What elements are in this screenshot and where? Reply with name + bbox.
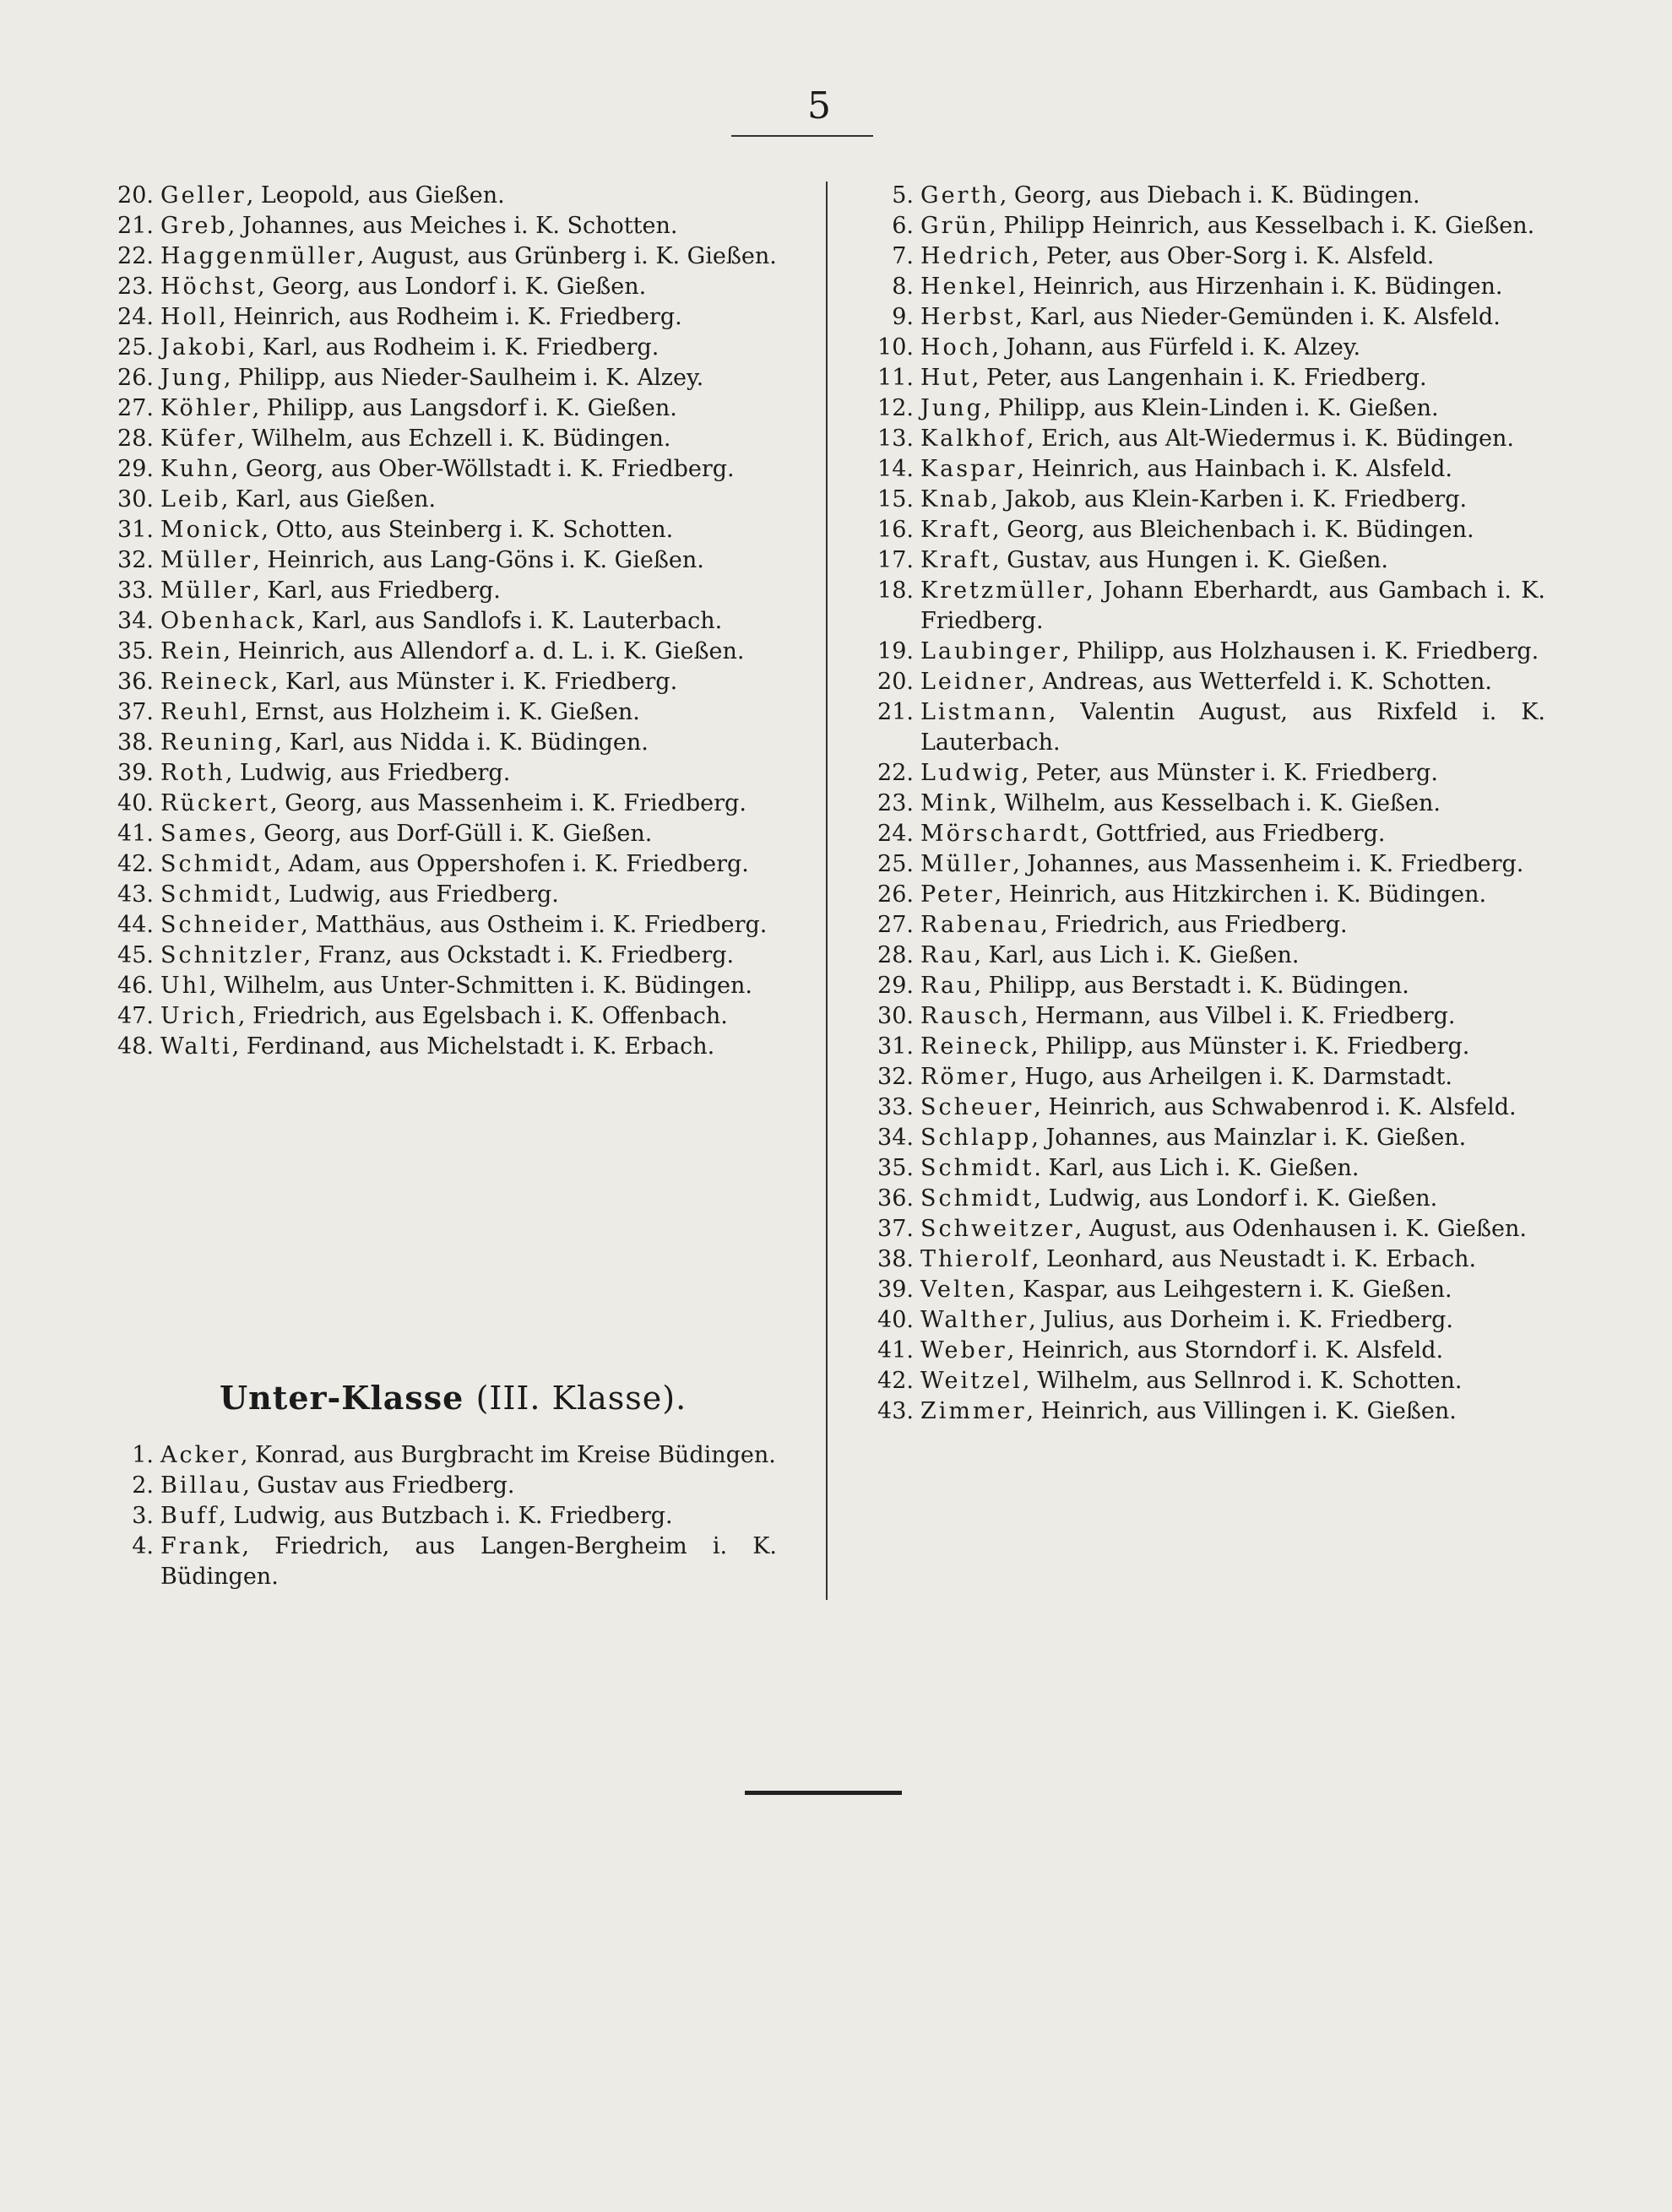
list-entry <box>870 971 1545 1001</box>
entry-number: 36. <box>117 669 154 695</box>
entry-number: 12. <box>877 395 914 421</box>
entry-details: , Karl, aus Nieder-Gemünden i. K. Alsfeld. <box>1015 304 1501 330</box>
entry-surname: Holl <box>160 304 220 330</box>
entry-surname: Monick <box>160 517 262 543</box>
entry-number: 22. <box>877 760 914 786</box>
list-entry <box>110 424 777 454</box>
entry-number: 41. <box>117 821 154 847</box>
entry-number: 44. <box>117 912 154 938</box>
entry-details: , Philipp Heinrich, aus Kesselbach i. K. Gießen. <box>989 213 1535 239</box>
list-entry <box>110 302 777 333</box>
entry-surname: Kuhn <box>160 456 231 482</box>
entry-number: 20. <box>117 182 154 209</box>
list-entry <box>110 241 777 272</box>
entry-details: , Peter, aus Langenhain i. K. Friedberg. <box>971 365 1427 391</box>
list-entry <box>110 515 777 545</box>
list-entry <box>870 181 1545 211</box>
list-entry <box>110 910 777 941</box>
entry-number: 13. <box>877 426 914 452</box>
entry-number: 19. <box>877 638 914 664</box>
entry-details: , Wilhelm, aus Kesselbach i. K. Gießen. <box>990 790 1441 816</box>
list-entry <box>870 910 1545 941</box>
list-entry <box>870 849 1545 880</box>
entry-surname: Kraft <box>920 547 993 573</box>
entry-details: , Ludwig, aus Friedberg. <box>274 881 559 908</box>
entry-number: 1. <box>132 1442 154 1468</box>
list-entry <box>870 1062 1545 1092</box>
entry-surname: Kaspar <box>920 456 1018 482</box>
list-entry <box>110 485 777 515</box>
entry-details: , August, aus Grünberg i. K. Gießen. <box>356 243 777 269</box>
entry-details: , Friedrich, aus Langen-Bergheim i. K. Büdingen. <box>160 1533 777 1590</box>
entry-surname: Obenhack <box>160 608 297 634</box>
entry-details: , Valentin August, aus Rixfeld i. K. Lauterbach. <box>920 699 1545 756</box>
list-entry <box>110 272 777 302</box>
entry-number: 15. <box>877 486 914 512</box>
entry-details: , Johannes, aus Massenheim i. K. Friedberg. <box>1012 851 1524 877</box>
entry-surname: Rabenau <box>920 912 1041 938</box>
entry-details: , Heinrich, aus Hirzenhain i. K. Büdingen. <box>1018 274 1503 300</box>
list-entry <box>870 1123 1545 1153</box>
entry-number: 40. <box>877 1307 914 1333</box>
entry-number: 27. <box>877 912 914 938</box>
entry-details: , Ludwig, aus Londorf i. K. Gießen. <box>1034 1185 1438 1212</box>
list-entry <box>110 545 777 576</box>
entry-number: 39. <box>877 1277 914 1303</box>
page-number-rule <box>731 135 873 137</box>
entry-details: , Heinrich, aus Schwabenrod i. K. Alsfeld. <box>1034 1094 1517 1120</box>
entry-surname: Jung <box>920 395 984 421</box>
entry-details: , Georg, aus Diebach i. K. Büdingen. <box>999 182 1420 209</box>
list-entry <box>870 1275 1545 1305</box>
entry-details: , Heinrich, aus Hainbach i. K. Alsfeld. <box>1017 456 1453 482</box>
list-entry <box>870 1244 1545 1275</box>
entry-details: , Johann Eberhardt, aus Gambach i. K. Friedberg. <box>920 577 1545 634</box>
entry-surname: Kalkhof <box>920 426 1027 452</box>
entry-surname: Hoch <box>920 334 992 361</box>
entry-number: 9. <box>892 304 914 330</box>
entry-surname: Scheuer <box>920 1094 1034 1120</box>
entry-surname: Knab <box>920 486 991 512</box>
entry-number: 31. <box>117 517 154 543</box>
entry-details: , Ludwig, aus Butzbach i. K. Friedberg. <box>219 1503 673 1529</box>
entry-details: , Otto, aus Steinberg i. K. Schotten. <box>261 517 674 543</box>
entry-details: , Georg, aus Londorf i. K. Gießen. <box>258 274 647 300</box>
entry-surname: Ludwig <box>920 760 1022 786</box>
entry-surname: Greb <box>160 213 228 239</box>
entry-number: 31. <box>877 1033 914 1060</box>
list-entry <box>870 1032 1545 1062</box>
list-entry <box>110 454 777 485</box>
list-entry <box>110 849 777 880</box>
entry-surname: Schmidt <box>920 1185 1034 1212</box>
list-entry <box>110 333 777 363</box>
entry-number: 8. <box>892 274 914 300</box>
entry-surname: Urich <box>160 1003 238 1029</box>
list-entry <box>110 1001 777 1032</box>
entry-surname: Müller <box>920 851 1013 877</box>
entry-surname: Peter <box>920 881 995 908</box>
entry-surname: Müller <box>160 577 253 604</box>
entry-details: , Georg, aus Ober-Wöllstadt i. K. Friedberg. <box>231 456 735 482</box>
entry-surname: Frank <box>160 1533 242 1559</box>
entry-details: , Heinrich, aus Hitzkirchen i. K. Büdingen. <box>994 881 1487 908</box>
entry-number: 5. <box>892 182 914 209</box>
entry-details: , Erich, aus Alt-Wiedermus i. K. Büdingen. <box>1026 426 1514 452</box>
entry-number: 46. <box>117 973 154 999</box>
list-entry <box>110 211 777 241</box>
entry-surname: Reuning <box>160 729 275 756</box>
entry-details: , Gustav, aus Hungen i. K. Gießen. <box>992 547 1388 573</box>
list-entry <box>110 1440 777 1471</box>
entry-number: 41. <box>877 1337 914 1364</box>
page-number: 5 <box>807 84 831 127</box>
list-entry <box>870 1336 1545 1366</box>
entry-number: 28. <box>117 426 154 452</box>
list-entry <box>110 728 777 758</box>
entry-surname: Laubinger <box>920 638 1062 664</box>
entry-surname: Velten <box>920 1277 1008 1303</box>
entry-details: , Gottfried, aus Friedberg. <box>1081 821 1386 847</box>
entry-number: 22. <box>117 243 154 269</box>
entry-surname: Schmidt <box>160 851 274 877</box>
entry-details: . Karl, aus Lich i. K. Gießen. <box>1034 1155 1360 1181</box>
list-entry <box>110 1471 777 1501</box>
entry-number: 37. <box>877 1216 914 1242</box>
entry-number: 7. <box>892 243 914 269</box>
list-entry <box>110 393 777 424</box>
list-entry <box>110 1532 777 1592</box>
entry-details: , August, aus Odenhausen i. K. Gießen. <box>1074 1216 1527 1242</box>
entry-details: , Karl, aus Nidda i. K. Büdingen. <box>274 729 649 756</box>
list-entry <box>110 363 777 393</box>
entry-details: , Ernst, aus Holzheim i. K. Gießen. <box>240 699 640 725</box>
list-entry <box>870 1092 1545 1123</box>
entry-surname: Sames <box>160 821 250 847</box>
entry-number: 42. <box>117 851 154 877</box>
entry-details: , Karl, aus Friedberg. <box>252 577 501 604</box>
entry-surname: Rausch <box>920 1003 1021 1029</box>
entry-number: 26. <box>117 365 154 391</box>
list-entry <box>870 211 1545 241</box>
entry-details: , Franz, aus Ockstadt i. K. Friedberg. <box>303 942 735 968</box>
entry-number: 25. <box>117 334 154 361</box>
entry-number: 6. <box>892 213 914 239</box>
entry-surname: Walti <box>160 1033 232 1060</box>
section-subtitle: (III. Klasse). <box>475 1380 687 1417</box>
list-entry <box>870 1305 1545 1336</box>
list-entry <box>870 697 1545 758</box>
entry-surname: Schmidt <box>160 881 274 908</box>
entry-details: , Friedrich, aus Egelsbach i. K. Offenbach. <box>237 1003 728 1029</box>
list-entry <box>870 272 1545 302</box>
entry-number: 35. <box>117 638 154 664</box>
entry-details: , Andreas, aus Wetterfeld i. K. Schotten. <box>1028 669 1493 695</box>
entry-surname: Hedrich <box>920 243 1032 269</box>
entry-number: 32. <box>877 1064 914 1090</box>
entry-number: 47. <box>117 1003 154 1029</box>
entry-surname: Schmidt <box>920 1155 1034 1181</box>
entry-surname: Leib <box>160 486 221 512</box>
list-entry <box>870 424 1545 454</box>
entry-surname: Rein <box>160 638 224 664</box>
list-entry <box>110 1032 777 1062</box>
entry-details: , Johannes, aus Mainzlar i. K. Gießen. <box>1031 1125 1467 1151</box>
list-entry <box>110 181 777 211</box>
entry-details: , Karl, aus Sandlofs i. K. Lauterbach. <box>296 608 723 634</box>
entry-number: 20. <box>877 669 914 695</box>
section-title: Unter-Klasse <box>220 1379 464 1417</box>
entry-number: 35. <box>877 1155 914 1181</box>
entry-details: , Karl, aus Rodheim i. K. Friedberg. <box>247 334 660 361</box>
entry-number: 38. <box>117 729 154 756</box>
list-entry <box>110 606 777 637</box>
entry-details: , Friedrich, aus Friedberg. <box>1040 912 1348 938</box>
entry-number: 33. <box>877 1094 914 1120</box>
entry-details: , Ludwig, aus Friedberg. <box>225 760 511 786</box>
list-entry <box>110 576 777 606</box>
entry-number: 29. <box>117 456 154 482</box>
list-entry <box>870 241 1545 272</box>
left-column-list <box>110 181 777 1062</box>
entry-details: , Philipp, aus Berstadt i. K. Büdingen. <box>974 973 1409 999</box>
entry-details: , Kaspar, aus Leihgestern i. K. Gießen. <box>1007 1277 1452 1303</box>
entry-number: 2. <box>132 1472 154 1499</box>
entry-number: 23. <box>877 790 914 816</box>
list-entry <box>110 971 777 1001</box>
entry-details: , Heinrich, aus Lang-Göns i. K. Gießen. <box>252 547 704 573</box>
entry-surname: Rückert <box>160 790 270 816</box>
list-entry <box>110 819 777 849</box>
entry-number: 38. <box>877 1246 914 1272</box>
entry-number: 24. <box>877 821 914 847</box>
entry-number: 30. <box>117 486 154 512</box>
entry-details: , Heinrich, aus Rodheim i. K. Friedberg. <box>219 304 682 330</box>
list-entry <box>870 667 1545 697</box>
entry-number: 40. <box>117 790 154 816</box>
entry-number: 18. <box>877 577 914 604</box>
entry-details: , Karl, aus Lich i. K. Gießen. <box>974 942 1300 968</box>
entry-surname: Uhl <box>160 973 209 999</box>
entry-number: 16. <box>877 517 914 543</box>
list-entry <box>870 545 1545 576</box>
entry-number: 39. <box>117 760 154 786</box>
entry-number: 34. <box>117 608 154 634</box>
entry-number: 21. <box>877 699 914 725</box>
entry-details: , Hermann, aus Vilbel i. K. Friedberg. <box>1020 1003 1456 1029</box>
list-entry <box>870 1214 1545 1244</box>
entry-surname: Mörschardt <box>920 821 1082 847</box>
entry-details: , Heinrich, aus Allendorf a. d. L. i. K. Gießen. <box>223 638 745 664</box>
entry-number: 32. <box>117 547 154 573</box>
entry-number: 33. <box>117 577 154 604</box>
list-entry <box>870 363 1545 393</box>
entry-details: , Gustav aus Friedberg. <box>242 1472 515 1499</box>
entry-number: 3. <box>132 1503 154 1529</box>
list-entry <box>110 880 777 910</box>
list-entry <box>870 1396 1545 1427</box>
entry-surname: Reineck <box>160 669 271 695</box>
entry-number: 43. <box>877 1398 914 1424</box>
entry-surname: Römer <box>920 1064 1011 1090</box>
list-entry <box>110 667 777 697</box>
entry-surname: Rau <box>920 942 974 968</box>
entry-details: , Jakob, aus Klein-Karben i. K. Friedberg. <box>990 486 1468 512</box>
entry-number: 36. <box>877 1185 914 1212</box>
entry-surname: Schnitzler <box>160 942 304 968</box>
entry-number: 28. <box>877 942 914 968</box>
entry-surname: Küfer <box>160 426 237 452</box>
entry-details: , Hugo, aus Arheilgen i. K. Darmstadt. <box>1010 1064 1452 1090</box>
entry-surname: Köhler <box>160 395 252 421</box>
entry-details: , Heinrich, aus Storndorf i. K. Alsfeld. <box>1007 1337 1444 1364</box>
entry-number: 26. <box>877 881 914 908</box>
entry-surname: Zimmer <box>920 1398 1027 1424</box>
entry-surname: Rau <box>920 973 974 999</box>
entry-surname: Leidner <box>920 669 1029 695</box>
entry-surname: Grün <box>920 213 990 239</box>
entry-number: 37. <box>117 699 154 725</box>
section-heading <box>220 1379 692 1418</box>
entry-surname: Schweitzer <box>920 1216 1075 1242</box>
entry-number: 17. <box>877 547 914 573</box>
list-entry <box>870 1001 1545 1032</box>
entry-surname: Kretzmüller <box>920 577 1087 604</box>
list-entry <box>110 941 777 971</box>
entry-number: 27. <box>117 395 154 421</box>
entry-number: 34. <box>877 1125 914 1151</box>
list-entry <box>110 789 777 819</box>
entry-surname: Roth <box>160 760 225 786</box>
list-entry <box>110 1501 777 1532</box>
list-entry <box>870 454 1545 485</box>
entry-details: , Heinrich, aus Villingen i. K. Gießen. <box>1026 1398 1457 1424</box>
entry-surname: Schneider <box>160 912 301 938</box>
entry-surname: Reuhl <box>160 699 241 725</box>
entry-details: , Peter, aus Münster i. K. Friedberg. <box>1021 760 1438 786</box>
entry-details: , Matthäus, aus Ostheim i. K. Friedberg. <box>301 912 768 938</box>
list-entry <box>870 1366 1545 1396</box>
entry-surname: Weber <box>920 1337 1007 1364</box>
entry-details: , Peter, aus Ober-Sorg i. K. Alsfeld. <box>1031 243 1435 269</box>
bottom-rule <box>745 1791 902 1795</box>
entry-surname: Reineck <box>920 1033 1031 1060</box>
list-entry <box>870 302 1545 333</box>
lower-left-list <box>110 1440 777 1592</box>
entry-number: 42. <box>877 1368 914 1394</box>
entry-number: 23. <box>117 274 154 300</box>
list-entry <box>870 576 1545 637</box>
entry-surname: Müller <box>160 547 253 573</box>
entry-details: , Georg, aus Dorf-Güll i. K. Gießen. <box>249 821 653 847</box>
entry-details: , Konrad, aus Burgbracht im Kreise Büdingen. <box>240 1442 776 1468</box>
entry-surname: Acker <box>160 1442 241 1468</box>
list-entry <box>870 880 1545 910</box>
entry-details: , Philipp, aus Langsdorf i. K. Gießen. <box>252 395 677 421</box>
entry-details: , Leopold, aus Gießen. <box>246 182 505 209</box>
entry-surname: Henkel <box>920 274 1018 300</box>
entry-number: 11. <box>877 365 914 391</box>
entry-details: , Leonhard, aus Neustadt i. K. Erbach. <box>1031 1246 1477 1272</box>
entry-surname: Herbst <box>920 304 1016 330</box>
entry-number: 24. <box>117 304 154 330</box>
entry-number: 29. <box>877 973 914 999</box>
entry-surname: Jung <box>160 365 224 391</box>
entry-details: , Johannes, aus Meiches i. K. Schotten. <box>227 213 678 239</box>
entry-surname: Billau <box>160 1472 243 1499</box>
right-column-list <box>870 181 1545 1427</box>
entry-number: 10. <box>877 334 914 361</box>
entry-surname: Mink <box>920 790 991 816</box>
entry-details: , Philipp, aus Klein-Linden i. K. Gießen. <box>983 395 1439 421</box>
list-entry <box>870 485 1545 515</box>
list-entry <box>870 789 1545 819</box>
column-divider <box>826 182 828 1600</box>
list-entry <box>110 697 777 728</box>
list-entry <box>870 515 1545 545</box>
entry-surname: Thierolf <box>920 1246 1032 1272</box>
entry-surname: Hut <box>920 365 972 391</box>
list-entry <box>870 941 1545 971</box>
list-entry <box>870 1153 1545 1184</box>
entry-details: , Johann, aus Fürfeld i. K. Alzey. <box>991 334 1361 361</box>
entry-number: 30. <box>877 1003 914 1029</box>
entry-number: 4. <box>132 1533 154 1559</box>
entry-details: , Wilhelm, aus Unter-Schmitten i. K. Büdingen. <box>209 973 752 999</box>
entry-surname: Kraft <box>920 517 993 543</box>
entry-details: , Ferdinand, aus Michelstadt i. K. Erbach. <box>231 1033 715 1060</box>
entry-details: , Julius, aus Dorheim i. K. Friedberg. <box>1029 1307 1453 1333</box>
list-entry <box>870 333 1545 363</box>
entry-surname: Schlapp <box>920 1125 1032 1151</box>
entry-details: , Philipp, aus Holzhausen i. K. Friedberg. <box>1061 638 1539 664</box>
entry-details: , Adam, aus Oppershofen i. K. Friedberg. <box>274 851 749 877</box>
entry-number: 21. <box>117 213 154 239</box>
list-entry <box>110 758 777 789</box>
entry-surname: Gerth <box>920 182 1000 209</box>
entry-details: , Wilhelm, aus Sellnrod i. K. Schotten. <box>1022 1368 1463 1394</box>
entry-number: 14. <box>877 456 914 482</box>
entry-surname: Walther <box>920 1307 1029 1333</box>
entry-surname: Haggenmüller <box>160 243 357 269</box>
entry-surname: Weitzel <box>920 1368 1023 1394</box>
entry-surname: Buff <box>160 1503 220 1529</box>
list-entry <box>870 758 1545 789</box>
entry-details: , Philipp, aus Münster i. K. Friedberg. <box>1030 1033 1470 1060</box>
list-entry <box>870 393 1545 424</box>
entry-number: 43. <box>117 881 154 908</box>
entry-surname: Listmann <box>920 699 1049 725</box>
entry-number: 48. <box>117 1033 154 1060</box>
entry-details: , Karl, aus Gießen. <box>220 486 437 512</box>
entry-number: 45. <box>117 942 154 968</box>
entry-details: , Wilhelm, aus Echzell i. K. Büdingen. <box>236 426 671 452</box>
entry-surname: Geller <box>160 182 247 209</box>
entry-details: , Georg, aus Bleichenbach i. K. Büdingen. <box>992 517 1474 543</box>
list-entry <box>110 637 777 667</box>
entry-surname: Höchst <box>160 274 258 300</box>
entry-details: , Philipp, aus Nieder-Saulheim i. K. Alzey. <box>223 365 704 391</box>
entry-details: , Karl, aus Münster i. K. Friedberg. <box>270 669 678 695</box>
entry-surname: Jakobi <box>160 334 248 361</box>
entry-details: , Georg, aus Massenheim i. K. Friedberg. <box>269 790 746 816</box>
list-entry <box>870 819 1545 849</box>
entry-number: 25. <box>877 851 914 877</box>
list-entry <box>870 637 1545 667</box>
list-entry <box>870 1184 1545 1214</box>
